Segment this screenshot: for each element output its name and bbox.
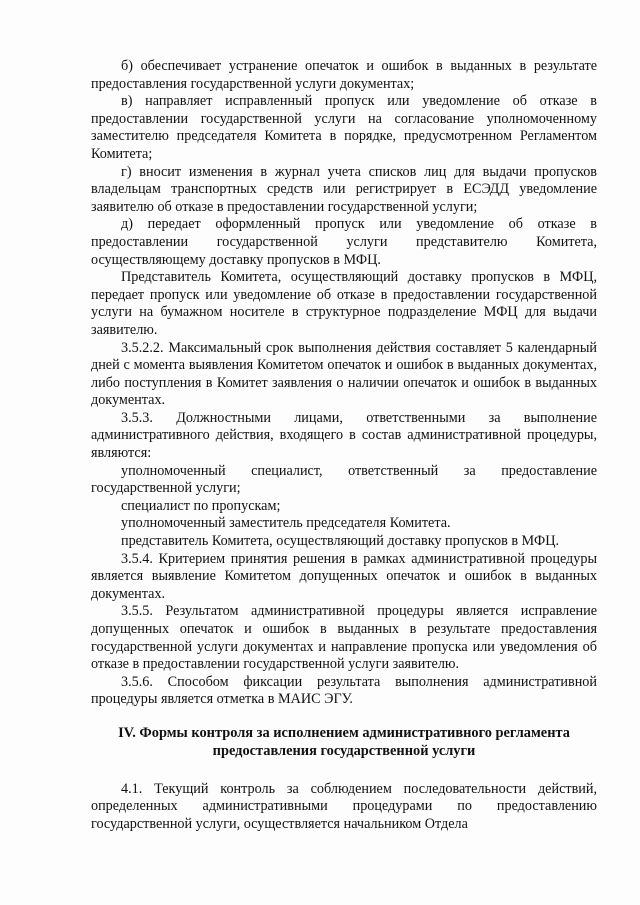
section-title bbox=[91, 725, 597, 761]
paragraph-3-5-3: 3.5.3. Должностными лицами, ответственными за выполнение административного действия, входящего в состав административной процедуры, являются: bbox=[91, 409, 597, 462]
paragraph-3-5-2-2: 3.5.2.2. Максимальный срок выполнения действия составляет 5 календарный дней с момента выявления Комитетом опечаток и ошибок в выданных документах, либо поступления в Комитет заявления о наличии опечаток и ошибок в выданных документах. bbox=[91, 339, 597, 409]
paragraph-g: г) вносит изменения в журнал учета списков лиц для выдачи пропусков владельцам транспортных средств или регистрирует в ЕСЭДД уведомление заявителю об отказе в предоставлении государственной услуги; bbox=[91, 163, 597, 215]
section-title-line-1: IV. Формы контроля за исполнением административного регламента bbox=[118, 724, 570, 741]
paragraph-b: б) обеспечивает устранение опечаток и ошибок в выданных в результате предоставления государственной услуги документах; bbox=[91, 58, 597, 92]
paragraph-d: д) передает оформленный пропуск или уведомление об отказе в предоставлении государственной услуги представителю Комитета, осуществляющему доставку пропусков в МФЦ. bbox=[91, 216, 597, 268]
paragraph-representative: Представитель Комитета, осуществляющий доставку пропусков в МФЦ, передает пропуск или уведомление об отказе в предоставлении государственной услуги на бумажном носителе в структурное подразделение МФЦ для выдачи заявителю. bbox=[91, 269, 597, 338]
paragraph-v: в) направляет исправленный пропуск или уведомление об отказе в предоставлении государственной услуги на согласование уполномоченному заместителю председателя Комитета в порядке, предусмотренном Регламентом Комитета; bbox=[91, 93, 597, 162]
paragraph-3-5-5: 3.5.5. Результатом административной процедуры является исправление допущенных опечаток и ошибок в выданных в результате предоставления государственной услуги документах и направление пропуска или уведомления об отказе в предоставлении государственной услуги заявителю. bbox=[91, 603, 597, 673]
paragraph-pass-specialist: специалист по пропускам; bbox=[121, 497, 281, 514]
paragraph-4-1: 4.1. Текущий контроль за соблюдением последовательности действий, определенных административными процедурами по предоставлению государственной услуги, осуществляется начальником Отдела bbox=[91, 780, 597, 832]
paragraph-deputy-chairman: уполномоченный заместитель председателя Комитета. bbox=[121, 515, 451, 532]
paragraph-3-5-6: 3.5.6. Способом фиксации результата выполнения административной процедуры является отметка в МАИС ЭГУ. bbox=[91, 673, 597, 708]
paragraph-committee-representative: представитель Комитета, осуществляющий доставку пропусков в МФЦ. bbox=[121, 533, 559, 550]
paragraph-authorized-specialist: уполномоченный специалист, ответственный за предоставление государственной услуги; bbox=[91, 462, 597, 497]
document-body bbox=[91, 58, 597, 833]
paragraph-3-5-4: 3.5.4. Критерием принятия решения в рамках административной процедуры является выявление Комитетом допущенных опечаток и ошибок в выданных документах. bbox=[91, 550, 597, 602]
section-title-line-2: предоставления государственной услуги bbox=[212, 742, 476, 759]
